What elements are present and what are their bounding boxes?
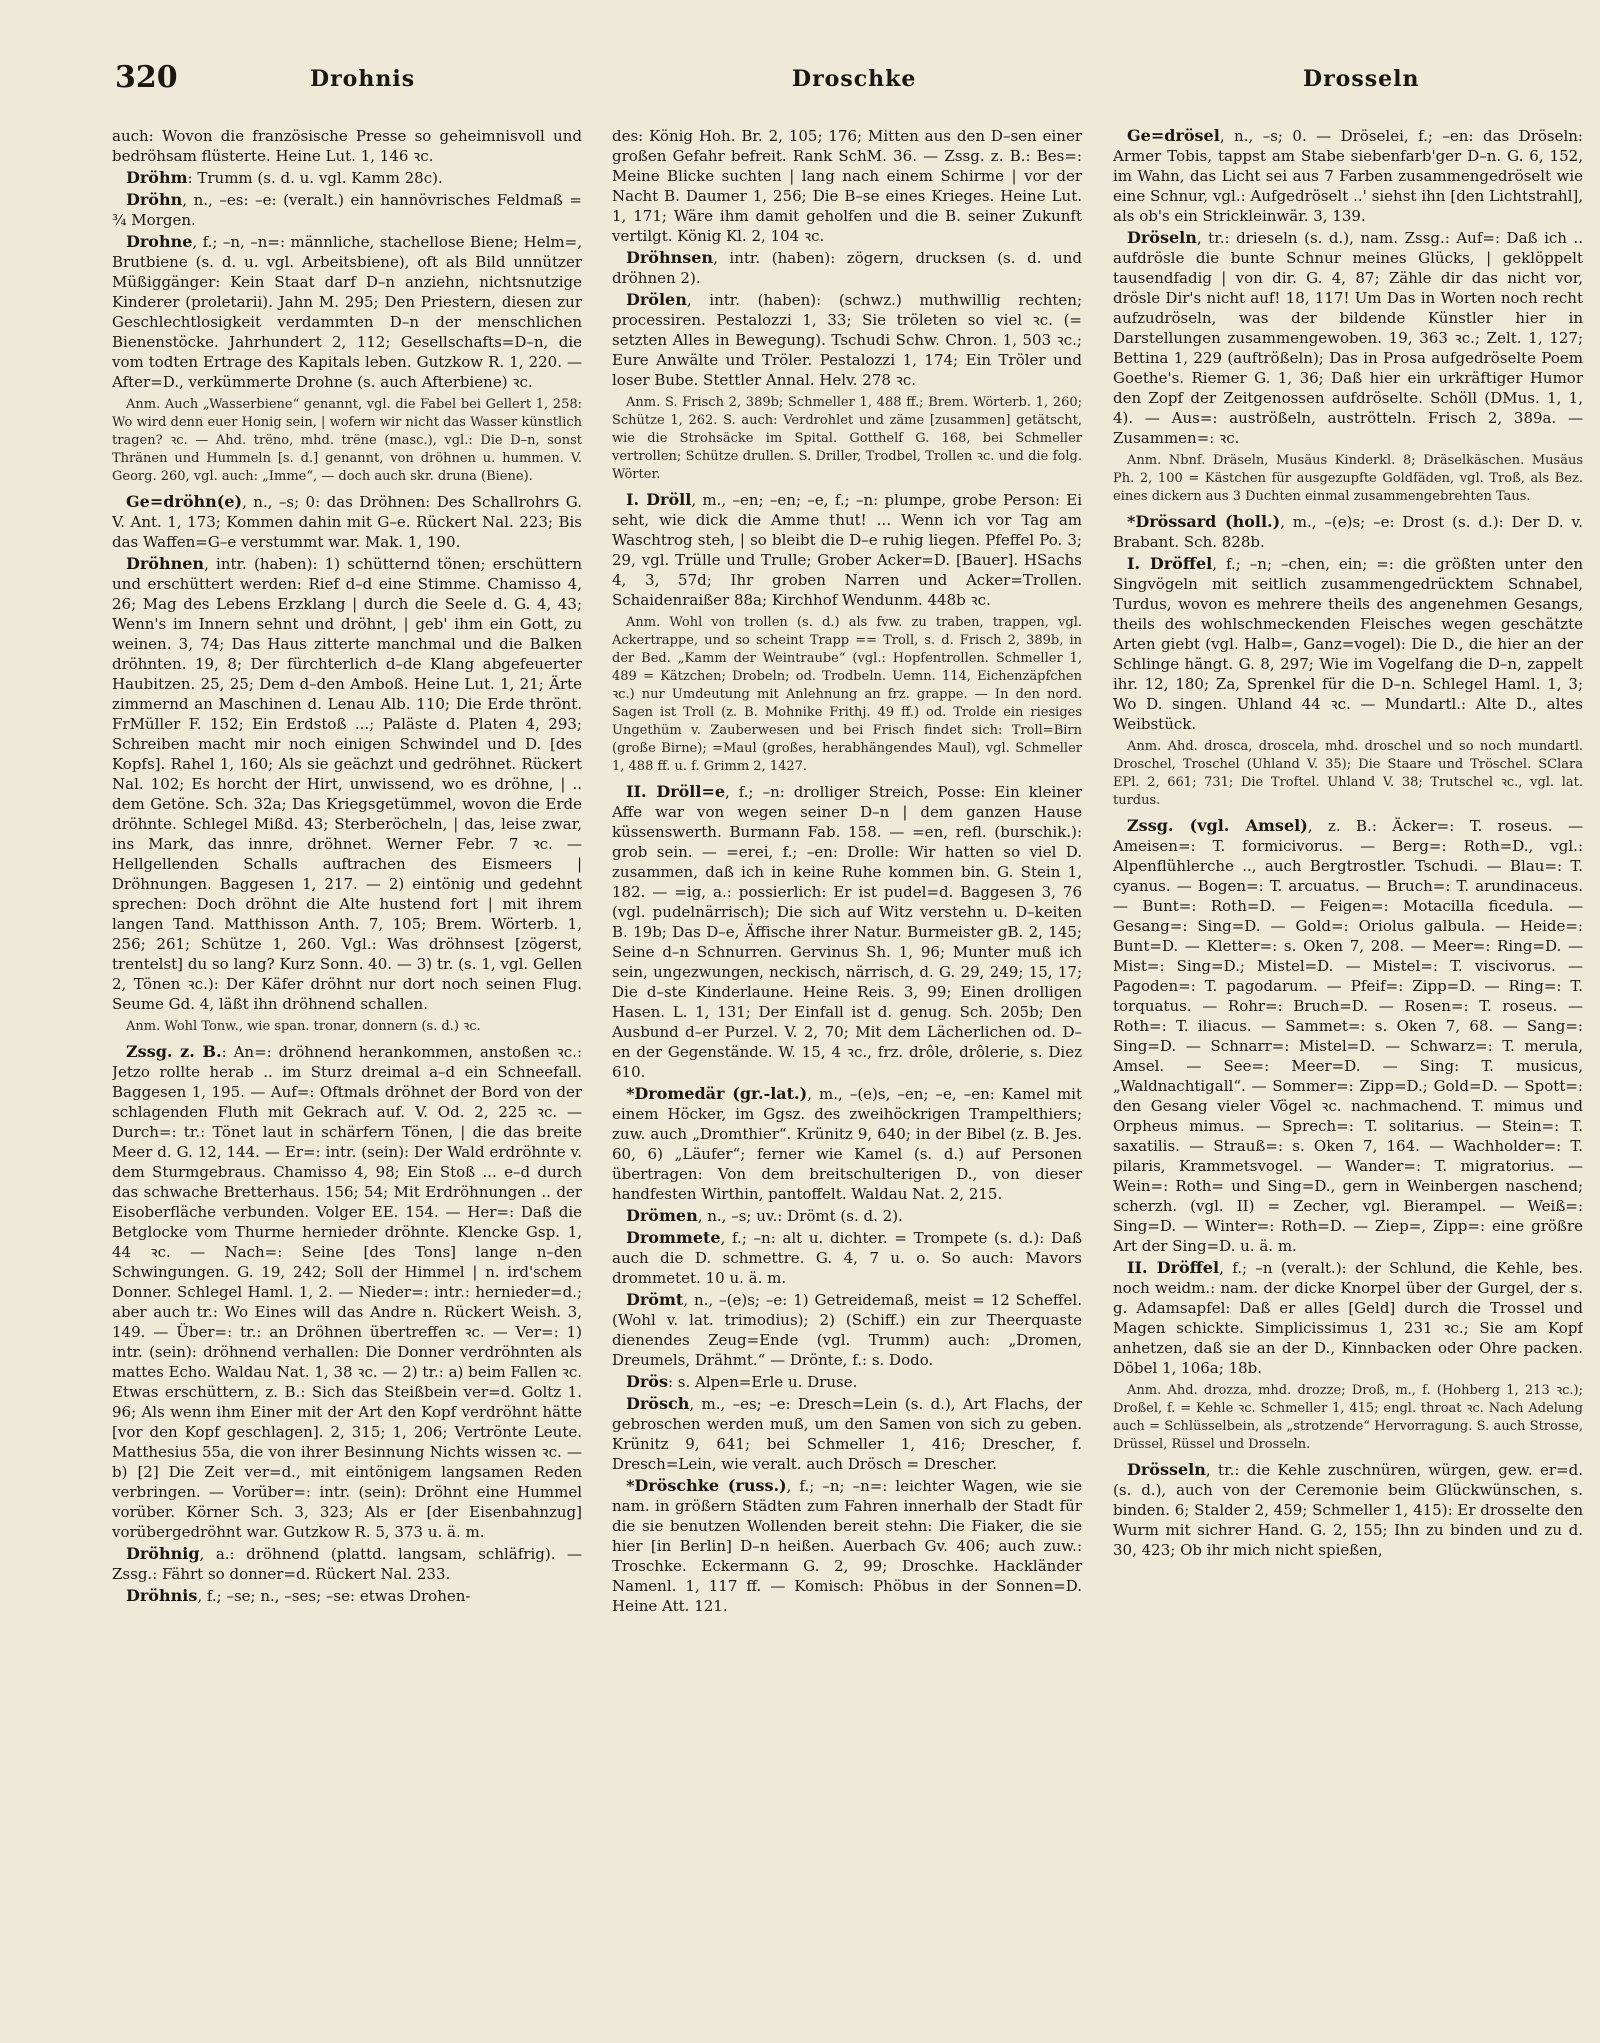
dictionary-entry: Drohne, f.; –n, –n=: männliche, stachellose Biene; Helm=, Brutbiene (s. d. u. vgl. Arbeitsbiene), oft als Bild unnützer Müßiggänger: Kein Staat darf D–n anziehn, nichtsnutzige Kinderer (proletarii). Jahn M. 295; Den Priestern, diesen zur Geschlechtlosigkeit verdammten D–n der menschlichen Bienenstöcke. Jahrhundert 2, 112; Gesellschafts=D–n, die vom todten Ertrage des Kapitals leben. Gutzkow R. 1, 220. — After=D., verkümmerte Drohne (s. auch Afterbiene) ꝛc. (112, 232, 582, 391)
headword: Drömt (626, 1290, 684, 1309)
dictionary-entry: Drölen, intr. (haben): (schwz.) muthwillig rechten; processiren. Pestalozzi 1, 33; Sie tröleten so viel ꝛc. (= setzten Alles in Bewegung). Tschudi Schw. Chron. 1, 503 ꝛc.; Eure Anwälte und Tröler. Pestalozzi 1, 174; Ein Tröler und loser Bube. Stettler Annal. Helv. 278 ꝛc. (612, 290, 1082, 389)
left-guide-word: Drohnis (310, 66, 416, 92)
headword: Drösseln (1127, 1460, 1206, 1479)
dictionary-entry: Dröhnsen, intr. (haben): zögern, drucksen (s. d. und dröhnen 2). (612, 248, 1082, 287)
dictionary-entry: I. Dröffel, f.; –n; –chen, ein; =: die größten unter den Singvögeln mit seitlich zusammengedrücktem Schnabel, Turdus, wovon es mehrere theils des angenehmen Gesangs, theils des wohlschmeckenden Fleisches wegen geschätzte Arten giebt (vgl. Halb=, Ganz=vogel): Die D., die hier an der Schlinge hängt. G. 8, 297; Wie im Vogelfang die D–n, zappelt ihr. 12, 180; Za, Sprenkel für die D–n. Schlegel Haml. 1, 3; Wo D. singen. Uhland 44 ꝛc. — Mundartl.: Alte D., altes Weibstück. (1113, 554, 1583, 733)
headword: II. Dröll=e (626, 782, 726, 801)
dictionary-entry: Drösch, m., –es; –e: Dresch=Lein (s. d.), Art Flachs, der gebroschen werden muß, um den Samen von sich zu geben. Krünitz 9, 641; bei Schmeller 1, 416; Drescher, f. Dresch=Lein, wie veralt. auch Drösch = Drescher. (612, 1394, 1082, 1473)
dictionary-entry: Drommete, f.; –n: alt u. dichter. = Trompete (s. d.): Daß auch die D. schmettre. G. 4, 7 u. o. So auch: Mavors drommetet. 10 u. ä. m. (612, 1228, 1082, 1287)
running-header (0, 60, 1600, 100)
dictionary-entry: Dröhm: Trumm (s. d. u. vgl. Kamm 28c). (126, 168, 443, 187)
entry-note: Anm. Wohl Tonw., wie span. tronar, donnern (s. d.) ꝛc. (126, 1019, 481, 1034)
headword: Dröhnig (126, 1544, 200, 1563)
dictionary-entry: Ge=dröhn(e), n., –s; 0: das Dröhnen: Des Schallrohrs G. V. Ant. 1, 173; Kommen dahin mit G–e. Rückert Nal. 223; Bis das Waffen=G–e verstummt war. Mak. 1, 190. (112, 492, 582, 551)
dictionary-entry: Dröhnig, a.: dröhnend (plattd. langsam, schläfrig). — Zssg.: Fährt so donner=d. Rückert Nal. 233. (112, 1544, 582, 1583)
headword: Dröhnen (126, 554, 205, 573)
dictionary-entry: *Dromedär (gr.-lat.), m., –(e)s, –en; –e, –en: Kamel mit einem Höcker, im Ggsz. des zweihöckrigen Trampelthiers; zuw. auch „Dromthier“. Krünitz 9, 640; in der Bibel (z. B. Jes. 60, 6) „Läufer“; ferner wie Kamel (s. d.) auf Personen übertragen: Von dem breitschulterigen D., von dieser handfesten Wirthin, pantoffelt. Waldau Nat. 2, 215. (612, 1084, 1082, 1203)
headword: Drommete (626, 1228, 721, 1247)
headword: Dröhnis (126, 1586, 198, 1605)
headword: Drohne (126, 232, 193, 251)
entry-note: Anm. S. Frisch 2, 389b; Schmeller 1, 488 ff.; Brem. Wörterb. 1, 260; Schütze 1, 262. S. auch: Verdrohlet und zäme [zusammen] getätscht, wie die Strohsäcke im Spital. Gotthelf G. 168, bei Schmeller vertrollen; Schütze drullen. S. Driller, Trodbel, Trollen ꝛc. und die folg. Wörter. (612, 395, 1082, 482)
headword: Ge=drösel (1127, 126, 1220, 145)
headword: Dröhnsen (626, 248, 714, 267)
right-guide-word: Drosseln (1303, 66, 1420, 92)
headword: Ge=dröhn(e) (126, 492, 243, 511)
dictionary-entry: Dröhnis, f.; –se; n., –ses; –se: etwas Drohen- (126, 1586, 471, 1605)
dictionary-entry: Dröhn, n., –es: –e: (veralt.) ein hannövrisches Feldmaß = ¾ Morgen. (112, 190, 582, 229)
dictionary-entry: Ge=drösel, n., –s; 0. — Dröselei, f.; –en: das Dröseln: Armer Tobis, tappst am Stabe siebenfarb'ger D–n. G. 6, 152, im Wahn, das Licht sei aus 7 Farben zusammengedröselt wie eine Schnur, vgl.: Aufgedröselt ..' siehst ihn [den Lichtstrahl], als ob's ein Strickleinwär. 3, 139. (1113, 126, 1583, 225)
headword: Dröhm (126, 168, 188, 187)
dictionary-entry: Zssg. (vgl. Amsel), z. B.: Äcker=: T. roseus. — Ameisen=: T. formicivorus. — Berg=: Roth=D., vgl.: Alpenflühlerche .., auch Bergtrostler. Tschudi. — Blau=: T. cyanus. — Bogen=: T. arcuatus. — Bruch=: T. arundinaceus. — Bunt=: Roth=D. — Feigen=: Motacilla ficedula. — Gesang=: Sing=D. — Gold=: Oriolus galbula. — Heide=: Bunt=D. — Kletter=: s. Oken 7, 208. — Meer=: Ring=D. — Mist=: Sing=D.; Mistel=D. — Mistel=: T. viscivorus. — Pagoden=: T. pagodarum. — Pfeif=: Zipp=D. — Ring=: T. torquatus. — Rohr=: Bruch=D. — Rosen=: T. roseus. — Roth=: T. iliacus. — Sammet=: s. Oken 7, 68. — Sang=: Sing=D. — Schnarr=: Mistel=D. — Schwarz=: T. merula, Amsel. — See=: Meer=D. — Sing: T. musicus, „Waldnachtigall“. — Sommer=: Zipp=D.; Gold=D. — Spott=: den Gesang vieler Vögel ꝛc. nachmachend. T. mimus und Orpheus mimus. — Sprech=: T. solitarius. — Stein=: T. saxatilis. — Strauß=: s. Oken 7, 164. — Wachholder=: T. pilaris, Krammetsvogel. — Wander=: T. migratorius. — Wein=: Roth= und Sing=D., gern in Weinbergen naschend; scherzh. (vgl. II) = Zecher, vgl. Bierampel. — Weiß=: Sing=D. — Winter=: Roth=D. — Ziep=, Zipp=: eine größre Art der Sing=D. u. ä. m. (1113, 816, 1583, 1255)
dictionary-entry: I. Dröll, m., –en; –en; –e, f.; –n: plumpe, grobe Person: Ei seht, wie dick die Amme thut! ... Wenn ich vor Tag am Waschtrog steh, | so bleibt die D–e ruhig liegen. Pfeffel Po. 3; 29, vgl. Trülle und Trulle; Grober Acker=D. [Bauer]. HSachs 4, 3, 57d; Ihr groben Narren und Acker=Trollen. Schaidenraißer 88a; Kirchhof Wendunm. 448b ꝛc. (612, 490, 1082, 609)
headword: Drömen (626, 1206, 698, 1225)
center-guide-word: Droschke (792, 66, 917, 92)
entry-note: Anm. Ahd. drosca, droscela, mhd. droschel und so noch mundartl. Droschel, Troschel (Uhland V. 35); Die Staare und Tröschel. SClara EPl. 2, 661; 731; Die Troftel. Uhland V. 38; Trutschel ꝛc., vgl. lat. turdus. (1113, 739, 1583, 808)
headword: *Dröschke (russ.) (626, 1476, 787, 1495)
dictionary-entry: II. Dröll=e, f.; –n: drolliger Streich, Posse: Ein kleiner Affe war von wegen seiner D–n | dem ganzen Hause küssenswerth. Burmann Fab. 158. — =en, refl. (burschik.): grob sein. — =erei, f.; –en: Drolle: Wir hatten so viel D. zusammen, daß ich in keine Ruhe kommen bin. G. Stein 1, 182. — =ig, a.: possierlich: Er ist pudel=d. Baggesen 3, 76 (vgl. pudelnärrisch); Die sich auf Witz verstehn u. D–keiten B. 19b; Das D–e, Äffische ihrer Natur. Burmeister gB. 2, 145; Seine d–n Schnurren. Gervinus Sh. 1, 96; Munter muß ich sein, ungezwungen, neckisch, närrisch, d. G. 29, 249; 15, 17; Die d–ste Kinderlaune. Heine Reis. 3, 99; Einen drolligen Hasen. L. 1, 131; Der Einfall ist d. genug. Sch. 205b; Den Ausbund d–er Purzel. V. 2, 70; Mit dem Lächerlichen od. D–en der Gegenstände. W. 15, 4 ꝛc., frz. drôle, drôlerie, s. Diez 610. (612, 782, 1082, 1081)
headword: Dröhn (126, 190, 183, 209)
dictionary-entry: Drös: s. Alpen=Erle u. Druse. (626, 1372, 858, 1391)
headword: *Drössard (holl.) (1127, 512, 1281, 531)
headword: Drös (626, 1372, 668, 1391)
column-right (1113, 126, 1583, 1986)
headword: I. Dröffel (1127, 554, 1213, 573)
dictionary-entry: Dröhnen, intr. (haben): 1) schütternd tönen; erschüttern und erschüttert werden: Rief d–d eine Stimme. Chamisso 4, 26; Mag des Lebens Erzklang | durch die Seele d. G. 4, 43; Wenn's im Innern sehnt und dröhnt, | geb' ihm ein Gott, zu weinen. 3, 74; Das Haus zitterte manchmal und die Balken dröhnten. 19, 8; Der fürchterlich d–de Klang abgefeuerter Haubitzen. 25, 25; Dem d–den Amboß. Heine Lut. 1, 21; Ärte zimmernd an Maschinen d. Lenau Alb. 110; Die Erde thrönt. FrMüller F. 152; Ein Erdstoß ...; Paläste d. Platen 4, 293; Schreiben macht mir noch einigen Schwindel und D. [des Kopfs]. Rahel 1, 160; Als sie geächzt und gedröhnet. Rückert Nal. 102; Es horcht der Hirt, unwissend, wo es dröhne, | .. dem Getöne. Sch. 32a; Das Kriegsgetümmel, wovon die Erde dröhnte. Schlegel Mißd. 43; Sterberöcheln, | das, leise zwar, ins Mark, das innre, dröhnet. Werner Febr. 7 ꝛc. — Hellgellenden Schalls auftrachen des Eismeers | Dröhnungen. Baggesen 1, 217. — 2) eintönig und gedehnt sprechen: Doch dröhnt die Alte hustend fort | mit ihrem langen Tand. Matthisson Anth. 7, 105; Brem. Wörterb. 1, 256; 261; Schütze 1, 260. Vgl.: Was dröhnsest [zögerst, trentelst] du so lang? Kurz Sonn. 40. — 3) tr. (s. 1, vgl. Gellen 2, Tönen ꝛc.): Der Käfer dröhnt nur dort noch seinen Flug. Seume Gd. 4, läßt ihn dröhnend schallen. (112, 554, 582, 1013)
headword: I. Dröll (626, 490, 692, 509)
headword: Zssg. (vgl. Amsel) (1127, 816, 1308, 835)
headword: Drösch (626, 1394, 690, 1413)
entry-note: Anm. Ahd. drozza, mhd. drozze; Droß, m., f. (Hohberg 1, 213 ꝛc.); Droßel, f. = Kehle ꝛc. Schmeller 1, 415; engl. throat ꝛc. Nach Adelung auch = Schlüsselbein, als „strotzende“ Hervorragung. S. auch Strosse, Drüssel, Rüssel und Drosseln. (1113, 1383, 1583, 1452)
dictionary-entry: des: König Hoh. Br. 2, 105; 176; Mitten aus den D–sen einer großen Gefahr befreit. Rank SchM. 36. — Zssg. z. B.: Bes=: Meine Blicke suchten | lang nach einem Schirme | vor der Nacht B. Daumer 1, 256; Die B–se eines Krieges. Heine Lut. 1, 171; Wäre ihm damit geholfen und die B. seiner Zukunft vertilgt. König Kl. 2, 104 ꝛc. (612, 127, 1082, 245)
dictionary-entry: auch: Wovon die französische Presse so geheimnisvoll und bedröhsam flüsterte. Heine Lut. 1, 146 ꝛc. (112, 127, 582, 165)
headword: Zssg. z. B. (126, 1042, 222, 1061)
entry-note: Anm. Nbnf. Dräseln, Musäus Kinderkl. 8; Dräselkäschen. Musäus Ph. 2, 100 = Kästchen für ausgezupfte Goldfäden, vgl. Troß, als Bez. eines dickern aus 3 Duchten einmal zusammengebrehten Taus. (1113, 453, 1583, 504)
headword: *Dromedär (gr.-lat.) (626, 1084, 808, 1103)
column-left (112, 126, 582, 1986)
entry-note: Anm. Wohl von trollen (s. d.) als fvw. zu traben, trappen, vgl. Ackertrappe, und so scheint Trapp == Troll, s. d. Frisch 2, 389b, in der Bed. „Kamm der Weintraube“ (vgl.: Hopfentrollen. Schmeller 1, 489 = Kätzchen; Drobeln; od. Trodbeln. Uemn. 114, Eichenzäpfchen ꝛc.) nur Umdeutung mit Anlehnung an frz. grappe. — In den nord. Sagen ist Troll (z. B. Mohnike Frithj. 49 ff.) od. Trolde ein riesiges Ungethüm v. Zauberwesen und bei Frisch findet sich: Troll=Birn (große Birne); =Maul (großes, herabhängendes Maul), vgl. Schmeller 1, 488 ff. u. f. Grimm 2, 1427. (612, 615, 1082, 774)
headword: II. Dröffel (1127, 1258, 1220, 1277)
dictionary-entry: *Dröschke (russ.), f.; –n; –n=: leichter Wagen, wie sie nam. in größern Städten zum Fahren innerhalb der Stadt für die sie benutzen Wollenden bereit stehn: Die Fiaker, die sie hier [in Berlin] D–n heißen. Auerbach Gv. 406; auch zuw.: Troschke. Eckermann G. 2, 99; Droschke. Hackländer Namenl. 1, 117 ff. — Komisch: Phöbus in der Sonnen=D. Heine Att. 121. (612, 1476, 1082, 1615)
dictionary-entry: Zssg. z. B.: An=: dröhnend herankommen, anstoßen ꝛc.: Jetzo rollte herab .. im Sturz dreimal a–d ein Schneefall. Baggesen 1, 195. — Auf=: Oftmals dröhnet der Bord von der schlagenden Fluth mit Gekrach auf. V. Od. 2, 225 ꝛc. — Durch=: tr.: Tönet laut in schärfern Tönen, | die das breite Meer d. G. 12, 144. — Er=: intr. (sein): Der Wald erdröhnte v. dem Sturmgebraus. Chamisso 4, 98; Ein Stoß ... e–d durch das schwache Bretterhaus. 156; 54; Mit Erdröhnungen .. der Eisoberfläche verbunden. Volger EE. 154. — Her=: Daß die Betglocke vom Thurme hernieder dröhnte. Klencke Gsp. 1, 44 ꝛc. — Nach=: Seine [des Tons] lange n–den Schwingungen. G. 19, 242; Soll der Himmel | n. ird'schem Donner. Schlegel Haml. 1, 2. — Nieder=: intr.: hernieder=d.; aber auch tr.: Wo Eines will das Andre n. Rückert Weish. 3, 149. — Über=: tr.: an Dröhnen übertreffen ꝛc. — Ver=: 1) intr. (sein): dröhnend verhallen: Die Donner verdröhnten als mattes Echo. Waldau Nat. 1, 38 ꝛc. — 2) tr.: a) beim Fallen ꝛc. Etwas erschüttern, z. B.: Sich das Steißbein ver=d. Goltz 1. 96; Als wenn ihm Einer mit der Art den Kopf verdröhnt hätte [vor den Kopf geschlagen]. 2, 315; 1, 206; Vertrönte Leute. Matthesius 55a, die von ihrer Besinnung Nichts wissen ꝛc. — b) [2] Die Zeit ver=d., mit eintönigem langsamen Reden verbringen. — Vorüber=: intr. (sein): Dröhnt eine Hummel vorüber. Körner Sch. 3, 323; Als er [der Eisenbahnzug] vorübergedröhnt war. Gutzkow R. 5, 373 u. ä. m. (112, 1042, 582, 1541)
dictionary-entry: *Drössard (holl.), m., –(e)s; –e: Drost (s. d.): Der D. v. Brabant. Sch. 828b. (1113, 512, 1583, 551)
dictionary-entry: Drösseln, tr.: die Kehle zuschnüren, würgen, gew. er=d. (s. d.), auch von der Ceremonie beim Glückwünschen, s. binden. 6; Stalder 2, 459; Schmeller 1, 415): Er drosselte den Wurm mit sichrer Hand. G. 2, 155; Ihn zu binden und zu d. 30, 423; Ob ihr mich nicht spießen, (1113, 1460, 1583, 1559)
dictionary-entry: II. Dröffel, f.; –n (veralt.): der Schlund, die Kehle, bes. noch weidm.: nam. der dicke Knorpel über der Gurgel, der s. g. Adamsapfel: Daß er alles [Geld] durch die Trossel und Magen schickte. Simplicissimus 1, 231 ꝛc.; Sie am Kopf anhetzen, daß sie an der D., Kinnbacken oder Ohre packen. Döbel 1, 106a; 18b. (1113, 1258, 1583, 1377)
dictionary-entry: Dröseln, tr.: drieseln (s. d.), nam. Zssg.: Auf=: Daß ich .. aufdrösle die bunte Schnur meines Glücks, | geklöppelt tausendfadig | von dir. G. 4, 87; Zähle dir das nicht vor, drösle Dir's nicht auf! 18, 117! Um Das in Worten noch recht aufzudröseln, was der bildende Künstler hier in Darstellungen zusammengewoben. 19, 363 ꝛc.; Zelt. 1, 127; Bettina 1, 229 (auftrößeln); Das in Prosa aufgedröselte Poem Goethe's. Riemer G. 1, 36; Daß hier ein urkräftiger Humor den Zopf der Zeitgenossen aufdröselte. Schöll (DMus. 1, 1, 4). — Aus=: auströßeln, auströtteln. Frisch 2, 389a. — Zusammen=: ꝛc. (1113, 228, 1583, 447)
headword: Drölen (626, 290, 687, 309)
headword: Dröseln (1127, 228, 1197, 247)
entry-note: Anm. Auch „Wasserbiene“ genannt, vgl. die Fabel bei Gellert 1, 258: Wo wird denn euer Honig sein, | wofern wir nicht das Wasser künstlich tragen? ꝛc. — Ahd. trëno, mhd. trëne (masc.), vgl.: Die D–n, sonst Thränen und Hummeln [s. d.] genannt, von dröhnen u. hummen. V. Georg. 260, vgl. auch: „Imme“, — doch auch skr. druna (Biene). (112, 397, 582, 484)
column-middle (612, 126, 1082, 1986)
dictionary-entry: Drömt, n., –(e)s; –e: 1) Getreidemaß, meist = 12 Scheffel. (Wohl v. lat. trimodius); 2) (Schiff.) ein zur Theerquaste dienendes Zeug=Ende (vgl. Trumm) auch: „Dromen, Dreumels, Drähmt.“ — Drönte, f.: s. Dodo. (612, 1290, 1082, 1369)
dictionary-entry: Drömen, n., –s; uv.: Drömt (s. d. 2). (626, 1206, 903, 1225)
page-number: 320 (115, 60, 178, 95)
